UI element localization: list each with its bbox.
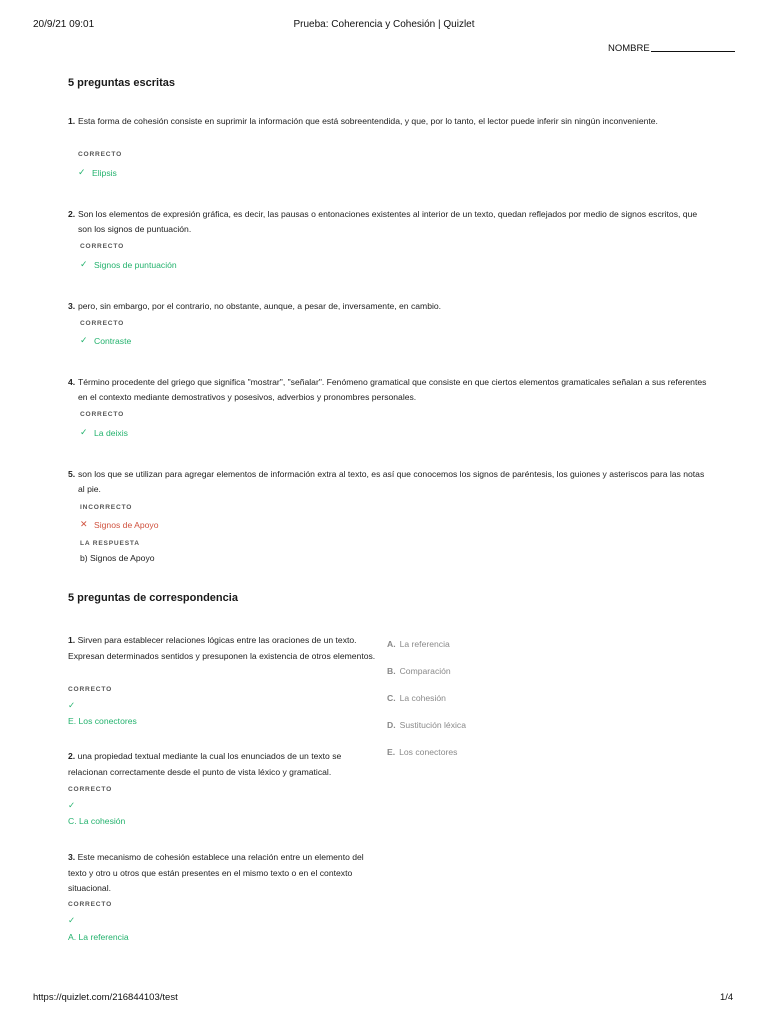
answer-row (80, 427, 128, 438)
option-text: Los conectores (399, 747, 458, 757)
status-label: CORRECTO (80, 411, 125, 418)
written-question-4 (68, 375, 708, 405)
status-label: CORRECTO (68, 901, 113, 908)
check-icon: ✓ (80, 427, 88, 437)
answer-text: Elipsis (92, 167, 117, 178)
option-e (387, 747, 457, 757)
check-icon: ✓ (80, 335, 88, 345)
question-number: 1. (68, 635, 76, 645)
page-number: 1/4 (720, 992, 734, 1003)
question-text: una propiedad textual mediante la cual los enunciados de un texto se relacionan correctamente desde el punto de vista léxico y gramatical. (68, 751, 342, 777)
check-icon: ✓ (68, 915, 76, 925)
correct-answer-label: LA RESPUESTA (80, 540, 140, 547)
question-text: Son los elementos de expresión gráfica, es decir, las pausas o entonaciones existentes al interior de un texto, quedan reflejados por medio de signos escritos, que son los signos de puntuación. (78, 209, 698, 234)
answer-row (80, 519, 159, 530)
answer-row (80, 335, 131, 346)
question-number: 2. (68, 751, 76, 761)
print-header (0, 19, 768, 33)
question-number: 3. (68, 301, 76, 311)
question-number: 4. (68, 377, 76, 387)
option-b (387, 666, 451, 676)
name-blank-line (651, 42, 735, 52)
question-text: pero, sin embargo, por el contrario, no obstante, aunque, a pesar de, inversamente, en cambio. (78, 301, 442, 311)
check-icon: ✓ (78, 167, 86, 177)
question-text: Sirven para establecer relaciones lógicas entre las oraciones de un texto. Expresan determinados sentidos y presuponen la existencia de otros elementos. (68, 635, 376, 661)
matching-section-title: 5 preguntas de correspondencia (68, 592, 238, 604)
answer-text: A. La referencia (68, 932, 129, 942)
question-text: Este mecanismo de cohesión establece una relación entre un elemento del texto y otro u otros que están presentes en el mismo texto o en el contexto situacional. (68, 852, 364, 893)
matching-question-1 (68, 633, 380, 664)
question-number: 5. (68, 469, 76, 479)
option-text: La referencia (399, 639, 450, 649)
answer-text: E. Los conectores (68, 716, 137, 726)
answer-text: Contraste (94, 335, 132, 346)
matching-question-3 (68, 850, 380, 897)
option-letter: B. (387, 666, 396, 676)
option-text: Comparación (399, 666, 451, 676)
option-text: La cohesión (399, 693, 446, 703)
status-label: CORRECTO (80, 320, 125, 327)
option-c (387, 693, 446, 703)
print-title: Prueba: Coherencia y Cohesión | Quizlet (293, 19, 475, 30)
status-label: INCORRECTO (80, 504, 133, 511)
correct-answer-text: b) Signos de Apoyo (80, 553, 155, 563)
option-text: Sustitución léxica (399, 720, 466, 730)
question-number: 3. (68, 852, 76, 862)
check-icon: ✓ (68, 700, 76, 710)
written-section-title: 5 preguntas escritas (68, 77, 175, 89)
written-question-5 (68, 467, 708, 497)
option-d (387, 720, 466, 730)
option-a (387, 639, 450, 649)
written-question-3 (68, 299, 708, 314)
option-letter: A. (387, 639, 396, 649)
answer-text: Signos de Apoyo (94, 519, 159, 530)
check-icon: ✓ (80, 259, 88, 269)
written-question-1 (68, 114, 708, 129)
question-text: son los que se utilizan para agregar elementos de información extra al texto, es así que conocemos los signos de paréntesis, los guiones y asteriscos para las notas al pie. (78, 469, 705, 494)
cross-icon: ✕ (80, 519, 88, 529)
question-number: 2. (68, 209, 76, 219)
status-label: CORRECTO (68, 786, 113, 793)
question-number: 1. (68, 116, 76, 126)
answer-text: La deixis (94, 427, 128, 438)
print-datetime: 20/9/21 09:01 (33, 19, 95, 30)
question-text: Esta forma de cohesión consiste en suprimir la información que está sobreentendida, y que, por lo tanto, el lector puede inferir sin ningún inconveniente. (78, 116, 658, 126)
answer-row (78, 167, 117, 178)
name-field (608, 42, 735, 54)
answer-text: Signos de puntuación (94, 259, 177, 270)
option-letter: E. (387, 747, 396, 757)
matching-question-2 (68, 749, 380, 780)
check-icon: ✓ (68, 800, 76, 810)
option-letter: D. (387, 720, 396, 730)
status-label: CORRECTO (68, 686, 113, 693)
question-text: Término procedente del griego que significa "mostrar", "señalar". Fenómeno gramatical que consiste en que ciertos elementos gramaticales señalan a sus referentes en el contexto mediante demostrativos y posesivos, adverbios y pronombres personales. (78, 377, 707, 402)
answer-text: C. La cohesión (68, 816, 126, 826)
status-label: CORRECTO (78, 151, 123, 158)
name-label: NOMBRE (608, 43, 650, 54)
answer-row (80, 259, 177, 270)
option-letter: C. (387, 693, 396, 703)
status-label: CORRECTO (80, 243, 125, 250)
written-question-2 (68, 207, 708, 237)
print-url: https://quizlet.com/216844103/test (33, 992, 178, 1003)
